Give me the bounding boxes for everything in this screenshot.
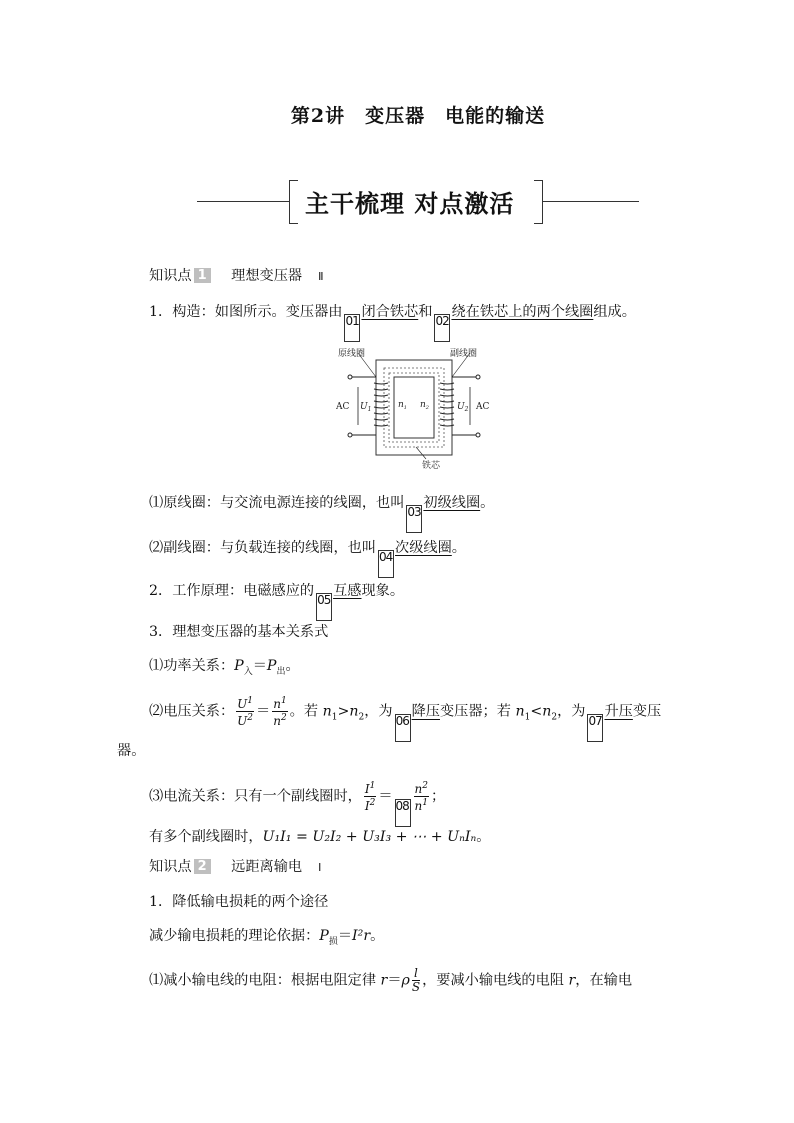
page-title: 第2讲 变压器 电能的输送 [290, 105, 546, 127]
symbol: ＝ [378, 788, 393, 805]
kp-name: 远距离输电 [231, 859, 303, 875]
label-n2: $n_2$ [420, 400, 429, 411]
answer: 升压 [604, 703, 633, 720]
fraction-l-s: $\frac{l}{S}$ [411, 966, 421, 994]
kp-label: 知识点 [149, 859, 192, 875]
text-segment: 。 [370, 928, 385, 944]
subscript: 1 [331, 712, 338, 723]
fraction-u: $\frac{U^1}{U^2}$ [237, 696, 253, 728]
label-ac-left: AC [336, 402, 350, 412]
text-segment: 1．构造：如图所示。变压器由 [149, 304, 343, 320]
terminal [476, 433, 480, 437]
voltage-relation [149, 695, 661, 742]
subscript: 1 [524, 712, 531, 723]
symbol: n [542, 703, 552, 720]
symbol: n [515, 703, 525, 720]
text-segment: 有多个副线圈时， [149, 829, 263, 845]
banner-bracket-right [534, 180, 543, 224]
resistance-line [149, 967, 632, 994]
label-core: 铁芯 [422, 461, 441, 471]
symbol: P [234, 658, 244, 674]
subscript: 2 [551, 712, 558, 723]
flux-path-inner [389, 373, 439, 442]
formula: U₁I₁ = U₂I₂ + U₃I₃ + ⋯ + UₙIₙ [262, 829, 477, 845]
section-banner [197, 178, 639, 224]
principle-line [149, 581, 404, 621]
text-segment: 减少输电损耗的理论依据： [149, 928, 320, 944]
text-segment: ⑵副线圈：与负载连接的线圈，也叫 [149, 540, 377, 556]
leader-core [416, 447, 426, 459]
secondary-coil-line [149, 538, 466, 578]
primary-coil-line [149, 493, 494, 533]
text-segment: 组成。 [593, 304, 636, 320]
label-ac-right: AC [476, 402, 490, 412]
text-segment: 。 [285, 658, 300, 674]
text-segment: 和 [418, 304, 433, 320]
fraction-n-answer: $\frac{n^2}{n^1}$ [414, 781, 428, 813]
subscript: 入 [243, 666, 253, 677]
symbol: n [349, 703, 359, 720]
text-segment: 。 [451, 540, 466, 556]
text-segment: 。 [480, 495, 495, 511]
kp-number-badge: 2 [194, 859, 211, 874]
label-u2: $U_2$ [457, 402, 469, 413]
banner-rule-left [197, 201, 289, 202]
text-segment: 变压器；若 [439, 703, 516, 720]
symbol: ＝ [256, 703, 271, 720]
voltage-relation-wrap: 器。 [117, 743, 146, 759]
fraction-i: $\frac{I^1}{I^2}$ [364, 781, 376, 813]
symbol: r [380, 972, 388, 989]
text-segment: ，为 [557, 703, 586, 720]
text-segment: 2．工作原理：电磁感应的 [149, 583, 315, 599]
symbol: P [319, 928, 329, 944]
blank-number: 01 [344, 314, 360, 342]
label-secondary: 副线圈 [450, 349, 478, 359]
kp-level: Ⅰ [318, 861, 322, 874]
blank-number: 05 [316, 593, 332, 621]
subscript: 出 [276, 666, 286, 677]
kp-label: 知识点 [149, 268, 192, 284]
terminal [348, 433, 352, 437]
terminal [476, 375, 480, 379]
symbol: > [337, 703, 350, 720]
transformer-diagram [336, 347, 492, 472]
kp-number-badge: 1 [194, 268, 211, 283]
answer: 降压 [411, 703, 440, 720]
text-segment: 。若 [289, 703, 323, 720]
relations-heading: 3．理想变压器的基本关系式 [149, 624, 329, 640]
blank-number: 04 [378, 550, 394, 578]
loss-reduction-heading: 1．降低输电损耗的两个途径 [149, 894, 329, 910]
kp-name: 理想变压器 [231, 268, 303, 284]
answer: 互感 [333, 583, 362, 599]
symbol: ＝ [252, 658, 267, 674]
blank-number: 03 [406, 505, 422, 533]
label-primary: 原线圈 [338, 349, 366, 359]
subscript: 2 [358, 712, 365, 723]
text-segment: ⑴功率关系： [149, 658, 235, 674]
text-segment: ⑶电流关系：只有一个副线圈时， [149, 788, 362, 805]
answer: 闭合铁芯 [361, 304, 419, 320]
blank-number: 02 [434, 314, 450, 342]
formula: I²r [352, 928, 371, 944]
symbol: n [322, 703, 332, 720]
terminal [348, 375, 352, 379]
text-segment: ，要减小输电线的电阻 [422, 972, 569, 989]
text-segment: 变压 [632, 703, 662, 720]
banner-text: 主干梳理 对点激活 [305, 189, 515, 218]
text-segment: ； [430, 788, 446, 805]
theory-line [149, 926, 384, 952]
kp-level: Ⅱ [318, 270, 324, 283]
answer: 绕在铁芯上的两个线圈 [451, 304, 594, 320]
text-segment: ，在输电 [575, 972, 633, 989]
current-relation [149, 780, 445, 827]
label-u1: $U_1$ [360, 402, 372, 413]
blank-number: 06 [395, 714, 411, 742]
knowledge-point-2 [149, 857, 321, 878]
text-segment: 现象。 [361, 583, 405, 599]
symbol: r [568, 972, 576, 989]
flux-path-outer [384, 368, 444, 447]
banner-rule-right [543, 201, 639, 202]
blank-number: 07 [587, 714, 603, 742]
symbol: ＝ [337, 928, 353, 944]
text-segment: ，为 [364, 703, 393, 720]
knowledge-point-1 [149, 266, 324, 287]
text-segment: ⑴原线圈：与交流电源连接的线圈，也叫 [149, 495, 405, 511]
symbol: P [266, 658, 277, 674]
blank-number: 08 [395, 799, 411, 827]
text-segment: ⑵电压关系： [149, 703, 235, 720]
symbol: ρ [401, 972, 410, 989]
power-relation [149, 656, 300, 682]
banner-bracket-left [289, 180, 298, 224]
subscript: 损 [328, 936, 338, 947]
answer: 次级线圈 [395, 540, 452, 556]
multi-secondary-line [149, 827, 490, 847]
structure-line [149, 302, 636, 342]
text-segment: ⑴减小输电线的电阻：根据电阻定律 [149, 972, 381, 989]
label-n1: $n_1$ [398, 400, 407, 411]
symbol: < [530, 703, 543, 720]
text-segment: 。 [476, 829, 491, 845]
answer: 初级线圈 [423, 495, 481, 511]
fraction-n: $\frac{n^1}{n^2}$ [273, 696, 287, 728]
symbol: ＝ [387, 972, 402, 989]
